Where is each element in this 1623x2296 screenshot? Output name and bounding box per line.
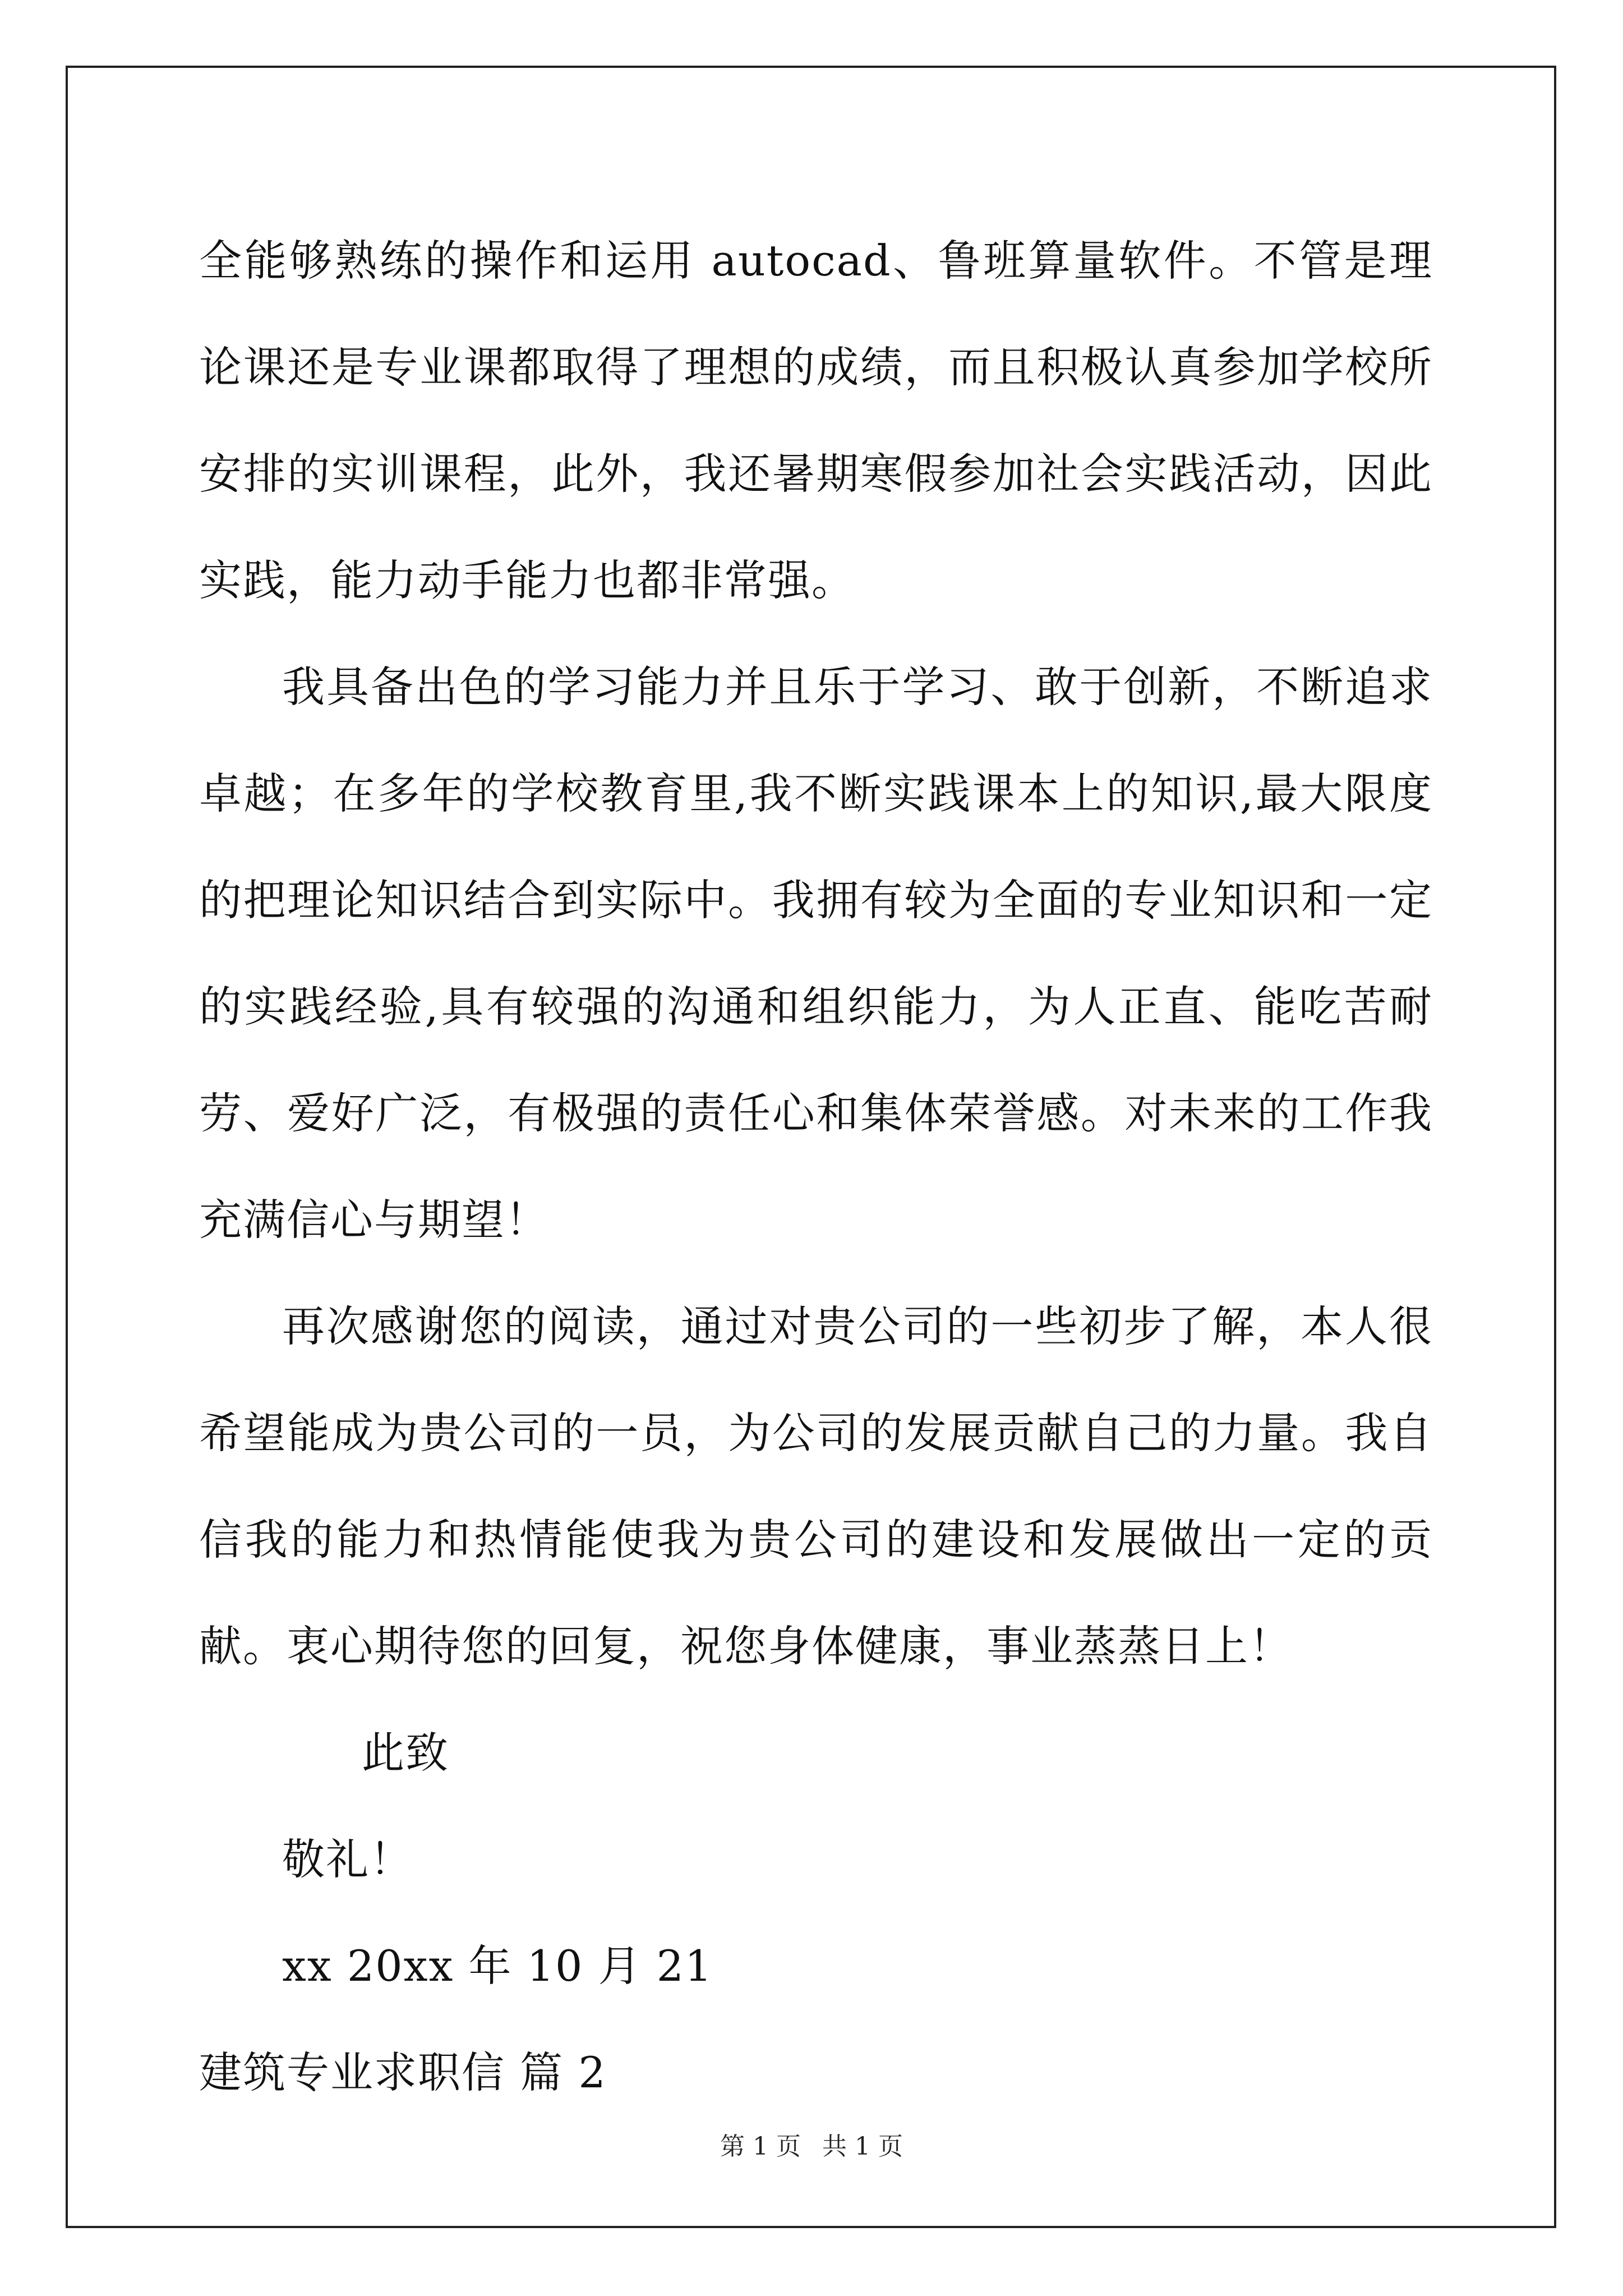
page-footer (0, 2126, 1623, 2162)
signature-date: xx 20xx 年 10 月 21 (282, 1941, 713, 1991)
closing-regards: 敬礼！ (282, 1834, 413, 1884)
page-number: 第 1 页 (720, 2132, 801, 2161)
document-body (199, 208, 1433, 2126)
page-total: 共 1 页 (822, 2132, 903, 2161)
paragraph-thanks: 再次感谢您的阅读，通过对贵公司的一些初步了解，本人很希望能成为贵公司的一员，为公司的发展贡献自己的力量。我自信我的能力和热情能使我为贵公司的建设和发展做出一定的贡献。衷心期待您的回复，祝您身体健康，事业蒸蒸日上！ (199, 1301, 1433, 1671)
paragraph-abilities: 我具备出色的学习能力并且乐于学习、敢于创新，不断追求卓越；在多年的学校教育里,我不断实践课本上的知识,最大限度的把理论知识结合到实际中。我拥有较为全面的专业知识和一定的实践经验,具有较强的沟通和组织能力，为人正直、能吃苦耐劳、爱好广泛，有极强的责任心和集体荣誉感。对未来的工作我充满信心与期望！ (199, 662, 1433, 1245)
next-section-heading: 建筑专业求职信 篇 2 (199, 2047, 607, 2097)
closing-salutation: 此致 (362, 1728, 449, 1778)
paragraph-continuation: 全能够熟练的操作和运用 autocad、鲁班算量软件。不管是理论课还是专业课都取得了理想的成绩，而且积极认真参加学校所安排的实训课程，此外，我还暑期寒假参加社会实践活动，因此实践，能力动手能力也都非常强。 (199, 236, 1433, 605)
